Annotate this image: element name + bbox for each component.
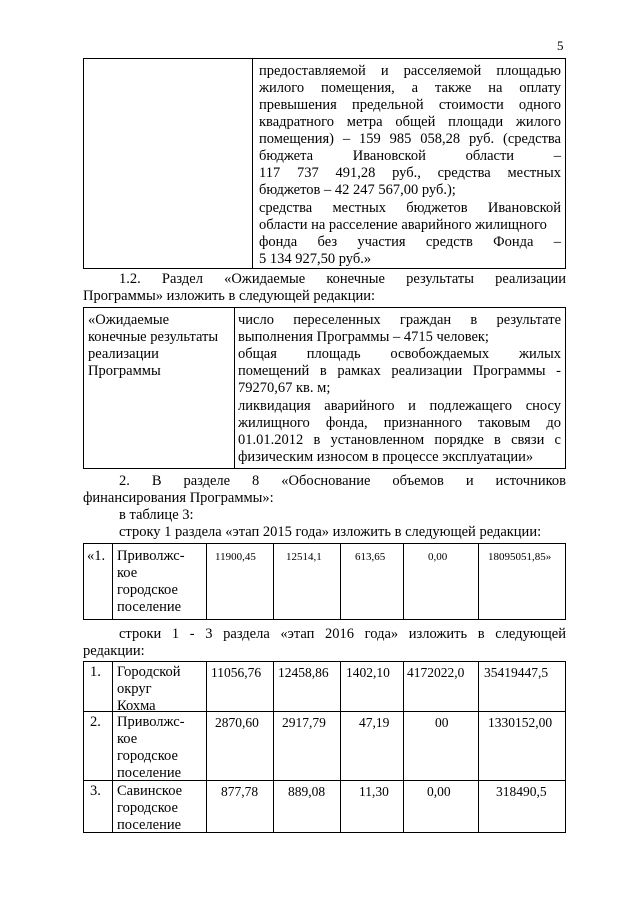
t2015-v1: 11900,45 — [215, 551, 256, 563]
t2016-r1-v1: 11056,76 — [211, 665, 262, 680]
t2016-r2-v1: 2870,60 — [215, 715, 259, 730]
t2016-r3-v3: 11,30 — [359, 784, 389, 799]
results-right-line-1: число переселенных граждан в результате — [238, 312, 561, 328]
t2016-r3-v4: 0,00 — [427, 784, 451, 799]
top-line-6: бюджета Ивановской области – — [259, 148, 561, 164]
top-line-2: жилого помещения, а также на оплату — [259, 80, 561, 96]
t2015-name-1: Приволжс- — [117, 548, 185, 564]
top-line-5: помещения) – 159 985 058,28 руб. (средства — [259, 131, 561, 147]
t2016-r3-v2: 889,08 — [288, 784, 326, 799]
t2015-name-3: городское — [117, 582, 178, 598]
t2016-r2-v3: 47,19 — [359, 715, 390, 730]
t2016-r2-name-3: городское — [117, 748, 178, 764]
para-2-line-3: в таблице 3: — [119, 507, 194, 523]
top-line-9: средства местных бюджетов Ивановской — [259, 200, 561, 216]
results-left-line-1: «Ожидаемые — [88, 312, 170, 328]
t2016-r1-v2: 12458,86 — [278, 665, 329, 680]
para-2-line-4: строку 1 раздела «этап 2015 года» изложить в следующей редакции: — [119, 524, 542, 540]
t2015-v2: 12514,1 — [286, 551, 322, 563]
t2016-r2-name-1: Приволжс- — [117, 714, 185, 730]
t2015-name-4: поселение — [117, 599, 182, 615]
para-1-2-line-1: 1.2. Раздел «Ожидаемые конечные результаты реализации — [119, 271, 566, 287]
top-line-4: квадратного метра общей площади жилого — [259, 114, 561, 130]
t2016-r2-v5: 1330152,00 — [488, 715, 553, 730]
t2016-r1-num: 1. — [90, 664, 101, 680]
results-right-line-4: помещений в рамках реализации Программы - — [238, 363, 561, 379]
results-right-line-7: жилищного фонда, признанного таковым до — [238, 415, 561, 431]
results-right-line-2: выполнения Программы – 4715 человек; — [238, 329, 489, 345]
top-line-3: превышения предельной стоимости одного — [259, 97, 561, 113]
top-line-8: бюджетов – 42 247 567,00 руб.); — [259, 182, 456, 198]
top-line-1: предоставляемой и расселяемой площадью — [259, 63, 561, 79]
t2016-r2-num: 2. — [90, 714, 101, 730]
results-right-line-5: 79270,67 кв. м; — [238, 380, 331, 396]
results-right-line-3: общая площадь освобождаемых жилых — [238, 346, 561, 362]
t2016-r3-name-2: городское — [117, 800, 178, 816]
results-right-line-6: ликвидация аварийного и подлежащего сносу — [238, 398, 561, 414]
t2015-name-2: кое — [117, 565, 138, 581]
t2016-r2-name-2: кое — [117, 731, 138, 747]
results-left-line-4: Программы — [88, 363, 161, 379]
results-left-line-2: конечные результаты — [88, 329, 219, 345]
para-2016-line-1: строки 1 - 3 раздела «этап 2016 года» изложить в следующей — [119, 626, 566, 642]
top-line-10: области на расселение аварийного жилищного — [259, 217, 547, 233]
t2016-r1-name-2: округ — [117, 681, 152, 697]
t2016-r3-v1: 877,78 — [221, 784, 259, 799]
t2016-r3-name-1: Савинское — [117, 783, 183, 799]
para-2-line-1: 2. В разделе 8 «Обоснование объемов и источников — [119, 473, 566, 489]
results-right-line-8: 01.01.2012 в установленном порядке в связи с — [238, 432, 561, 448]
t2016-r1-v5: 35419447,5 — [484, 665, 549, 680]
results-left-line-3: реализации — [88, 346, 159, 362]
t2016-r3-num: 3. — [90, 783, 101, 799]
t2015-v5: 18095051,85» — [488, 551, 552, 563]
t2016-r1-name-3: Кохма — [117, 698, 156, 714]
top-line-7: 117 737 491,28 руб., средства местных — [259, 165, 561, 181]
para-2-line-2: финансирования Программы»: — [83, 490, 274, 506]
t2015-v3: 613,65 — [355, 551, 386, 563]
top-table-left-cell — [83, 58, 253, 269]
t2016-r1-v4: 4172022,0 — [407, 665, 465, 680]
t2016-r1-name-1: Городской — [117, 664, 181, 680]
t2015-v4: 0,00 — [428, 551, 448, 563]
page-number: 5 — [557, 38, 564, 53]
para-1-2-line-2: Программы» изложить в следующей редакции: — [83, 288, 376, 304]
para-2016-line-2: редакции: — [83, 643, 145, 659]
t2015-num: «1. — [87, 548, 106, 564]
results-right-line-9: физическим износом в процессе эксплуатации» — [238, 449, 534, 465]
t2016-r2-v2: 2917,79 — [282, 715, 326, 730]
t2016-r2-v4: 00 — [435, 715, 449, 730]
top-line-11: фонда без участия средств Фонда – — [259, 234, 561, 250]
t2016-r2-name-4: поселение — [117, 765, 182, 781]
t2016-r1-v3: 1402,10 — [346, 665, 390, 680]
t2016-r3-v5: 318490,5 — [496, 784, 547, 799]
t2016-r3-name-3: поселение — [117, 817, 182, 833]
top-line-12: 5 134 927,50 руб.» — [259, 251, 372, 267]
